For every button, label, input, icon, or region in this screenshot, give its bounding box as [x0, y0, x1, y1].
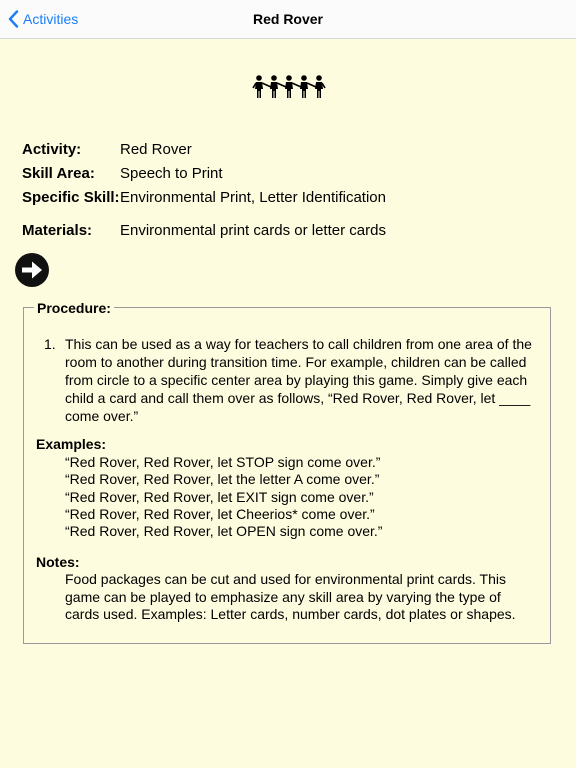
notes-heading: Notes:	[36, 554, 80, 570]
step-number: 1.	[44, 336, 56, 352]
right-arrow-circle-icon	[15, 253, 49, 287]
examples-list	[65, 454, 382, 540]
examples-heading: Examples:	[36, 436, 107, 452]
activity-label: Activity:	[22, 141, 82, 158]
navigation-bar	[0, 0, 576, 39]
next-arrow-button[interactable]	[15, 253, 49, 292]
notes-text: Food packages can be cut and used for environmental print cards. This game can be played to emphasize any skill area by varying the type of cards used. Examples: Letter cards, number cards, dot plates or shapes.	[65, 571, 516, 623]
back-button-label: Activities	[23, 11, 79, 27]
procedure-step	[44, 335, 544, 425]
materials-value: Environmental print cards or letter cards	[120, 222, 386, 239]
specific-skill-value: Environmental Print, Letter Identification	[120, 189, 386, 206]
example-line: “Red Rover, Red Rover, let Cheerios* come over.”	[65, 505, 375, 522]
procedure-box	[23, 300, 551, 644]
activity-value: Red Rover	[120, 141, 192, 158]
example-line: “Red Rover, Red Rover, let STOP sign come over.”	[65, 454, 381, 470]
skill-area-label: Skill Area:	[22, 165, 95, 182]
children-holding-hands-icon	[252, 75, 326, 104]
skill-area-value: Speech to Print	[120, 165, 223, 182]
page-title: Red Rover	[252, 11, 324, 27]
materials-label: Materials:	[22, 222, 93, 239]
example-line: “Red Rover, Red Rover, let the letter A come over.”	[65, 471, 380, 488]
specific-skill-label: Specific Skill:	[22, 189, 120, 206]
step-text: This can be used as a way for teachers to call children from one area of the room to another during transition time. For example, children can be called from circle to a specific center area by playing this game. Simply give each child a card and call them over as follows, “Red Rover, Red Rover, let ____ come over.”	[65, 336, 532, 424]
example-line: “Red Rover, Red Rover, let EXIT sign come over.”	[65, 488, 374, 505]
procedure-heading: Procedure:	[34, 300, 114, 316]
example-line: “Red Rover, Red Rover, let OPEN sign come over.”	[65, 523, 383, 540]
